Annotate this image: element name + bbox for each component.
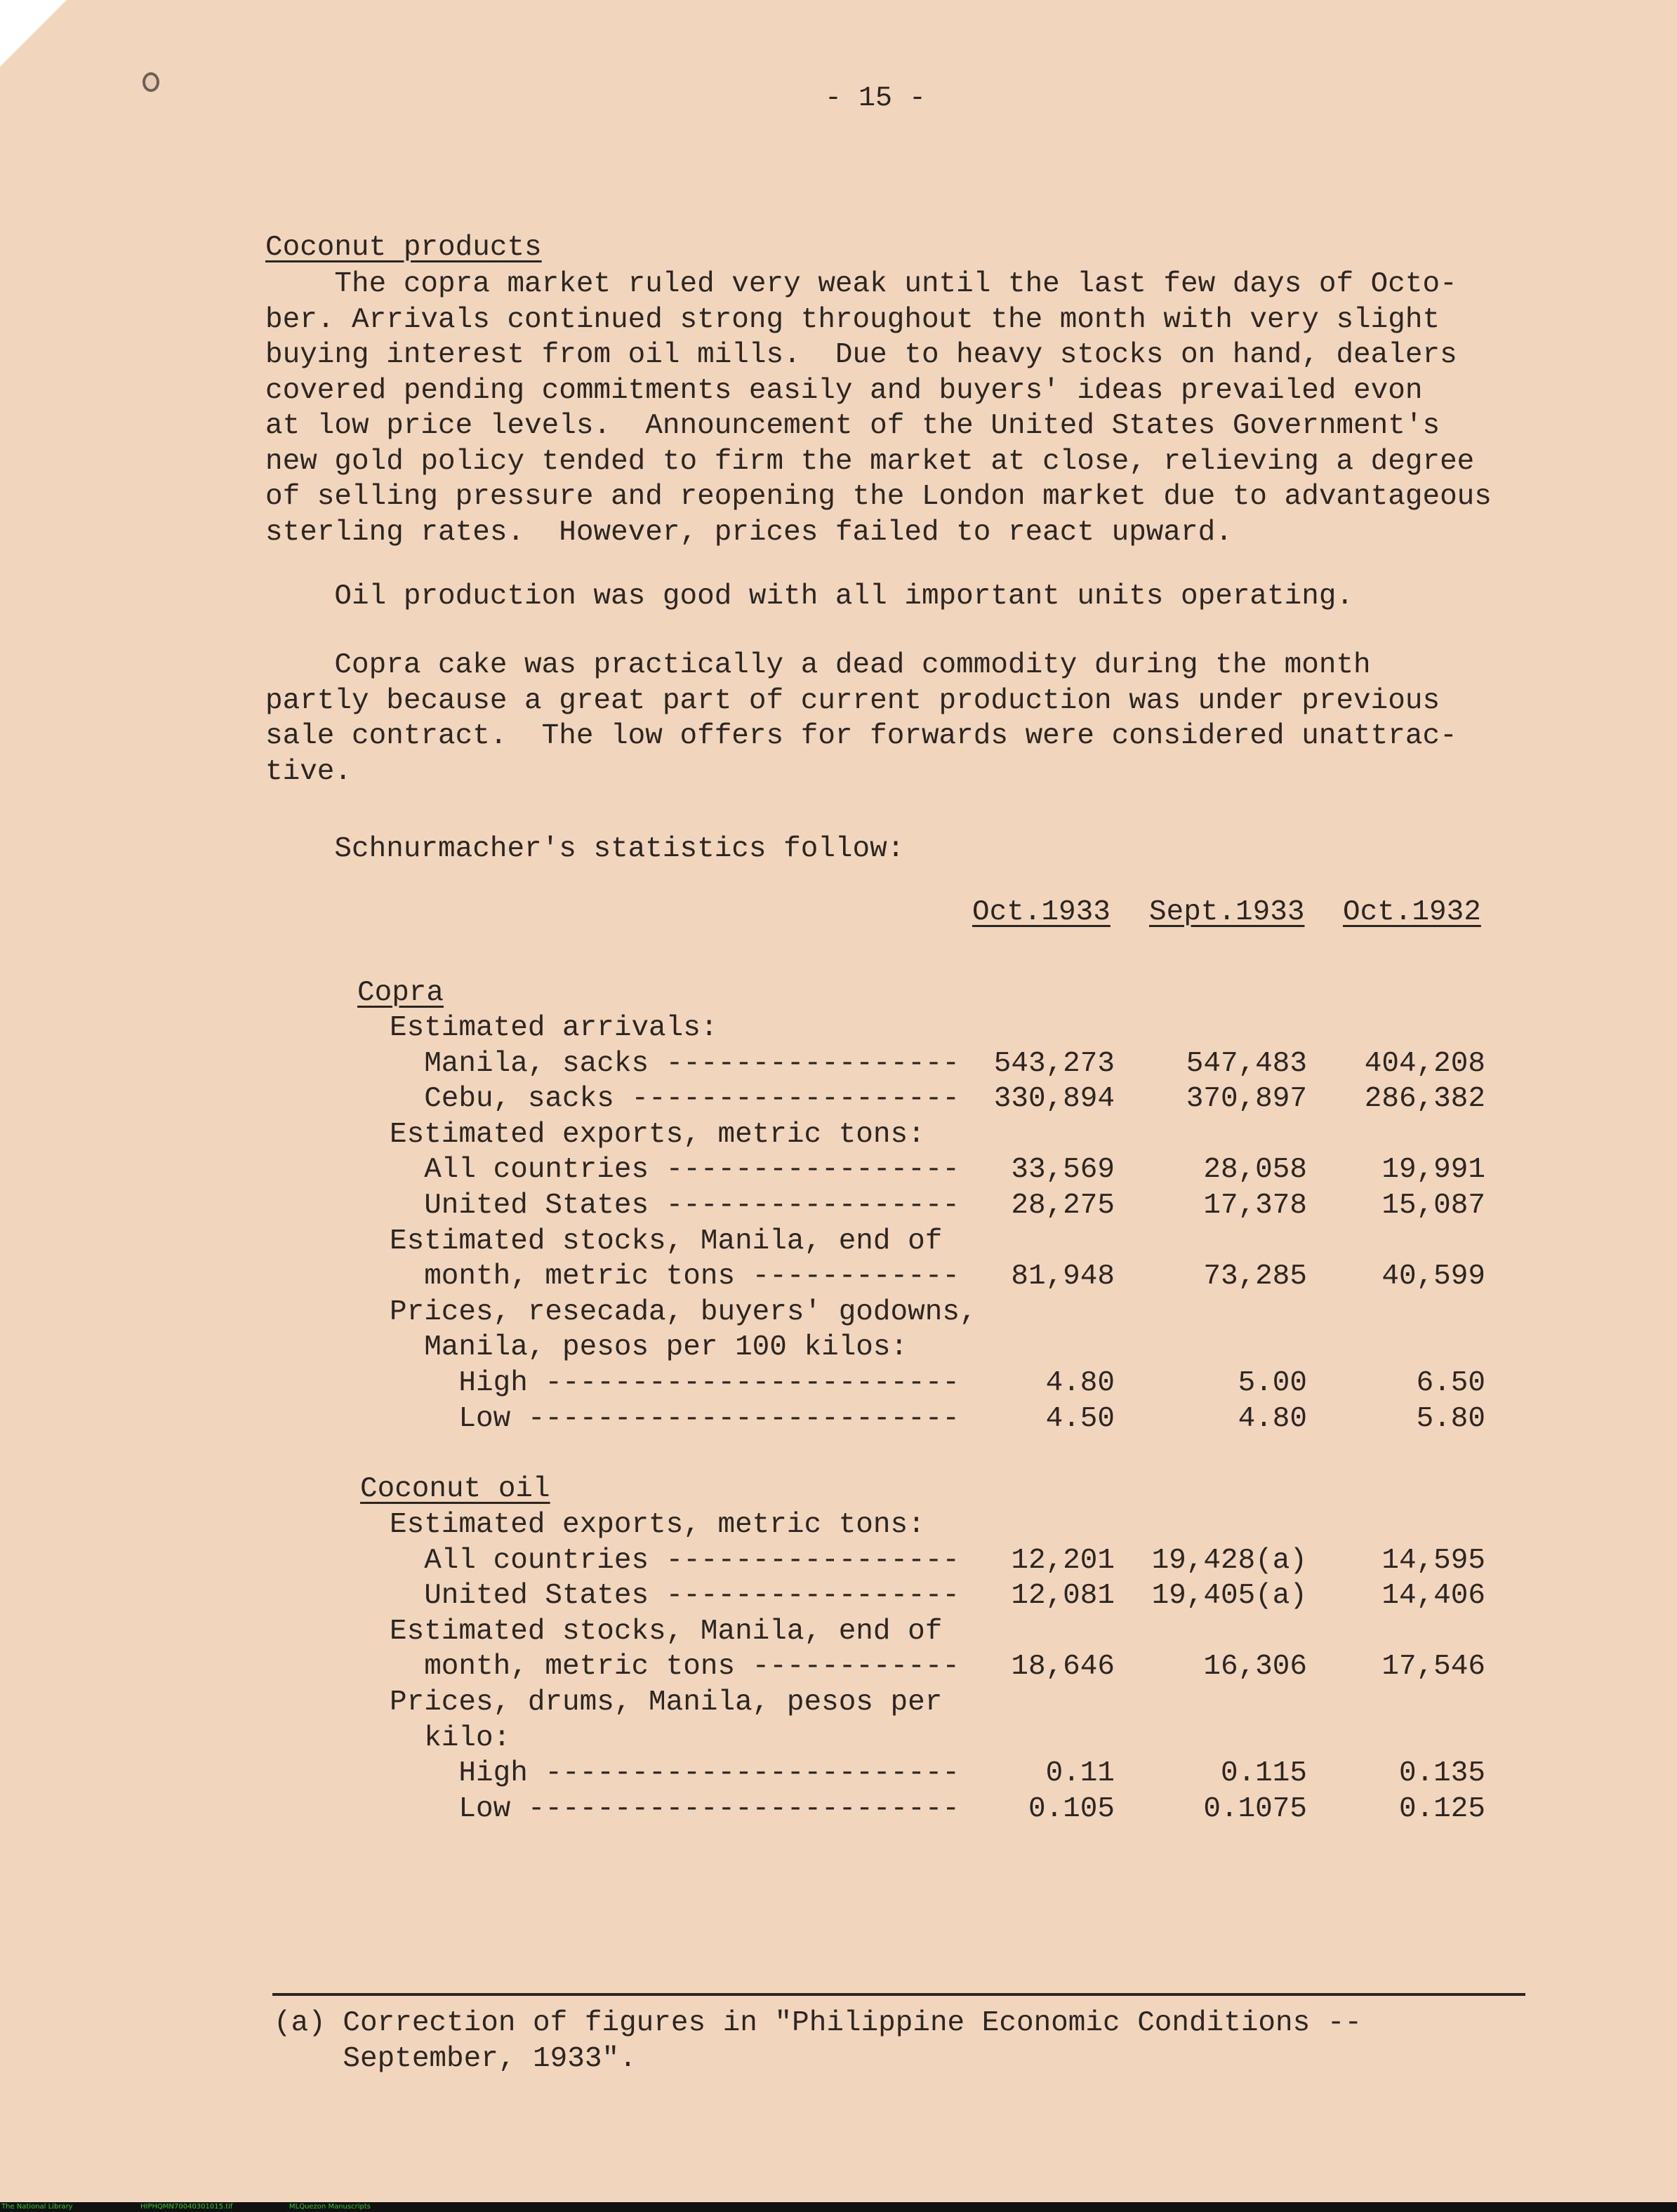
cell-value: 19,428(a) (1151, 1545, 1307, 1577)
scan-footer-collection: MLQuezon Manuscripts (289, 2203, 371, 2211)
paragraph-line: Copra cake was practically a dead commodity during the month (265, 649, 1371, 681)
paragraph-line: Schnurmacher's statistics follow: (265, 833, 905, 865)
scan-footer-bar (0, 2202, 1677, 2212)
section-title: Coconut products (265, 232, 542, 264)
row-label: High ------------------------ (390, 1757, 960, 1790)
scan-footer-library: The National Library (1, 2203, 73, 2211)
paragraph-line: Oil production was good with all important units operating. (265, 580, 1354, 613)
cell-value: 5.00 (1238, 1367, 1307, 1399)
paragraph-line: ber. Arrivals continued strong throughout the month with very slight (265, 304, 1440, 336)
page-number: - 15 - (825, 83, 927, 114)
cell-value: 17,378 (1203, 1190, 1307, 1222)
cell-value: 543,273 (993, 1048, 1115, 1080)
folded-corner (0, 0, 67, 67)
cell-value: 0.1075 (1203, 1793, 1307, 1825)
cell-value: 19,405(a) (1151, 1580, 1307, 1612)
cell-value: 73,285 (1203, 1260, 1307, 1293)
cell-value: 33,569 (1011, 1154, 1115, 1186)
paragraph-line: at low price levels. Announcement of the United States Government's (265, 410, 1440, 442)
copra-section-title: Copra (357, 977, 444, 1009)
paragraph-line: buying interest from oil mills. Due to heavy stocks on hand, dealers (265, 339, 1457, 371)
cell-value: 40,599 (1381, 1260, 1485, 1293)
cell-value: 0.135 (1398, 1757, 1485, 1790)
scan-footer-file: HIPHQMN70040301015.tif (140, 2203, 233, 2211)
cell-value: 14,406 (1381, 1580, 1485, 1612)
cell-value: 6.50 (1416, 1367, 1485, 1399)
footnote-divider (272, 1993, 1525, 1996)
row-label: Cebu, sacks ------------------- (390, 1083, 960, 1115)
paragraph-line: sale contract. The low offers for forwards were considered unattrac- (265, 720, 1457, 752)
row-label: Estimated exports, metric tons: (390, 1509, 925, 1541)
cell-value: 28,058 (1203, 1154, 1307, 1186)
column-header-sept-1933: Sept.1933 (1149, 896, 1305, 928)
cell-value: 12,201 (1011, 1545, 1115, 1577)
paragraph-line: of selling pressure and reopening the London market due to advantageous (265, 481, 1492, 513)
row-label: High ------------------------ (390, 1367, 960, 1399)
paragraph-line: The copra market ruled very weak until the last few days of Octo- (265, 268, 1457, 300)
paragraph-line: sterling rates. However, prices failed to react upward. (265, 517, 1233, 549)
row-label: United States ----------------- (390, 1580, 960, 1612)
cell-value: 81,948 (1011, 1260, 1115, 1293)
column-header-oct-1932: Oct.1932 (1343, 896, 1481, 928)
cell-value: 4.50 (1045, 1403, 1115, 1435)
row-label: Estimated arrivals: (390, 1012, 718, 1044)
row-label: Prices, drums, Manila, pesos per (390, 1686, 943, 1719)
row-label: Estimated stocks, Manila, end of (390, 1225, 943, 1258)
cell-value: 404,208 (1364, 1048, 1485, 1080)
row-label: Estimated exports, metric tons: (390, 1119, 925, 1151)
cell-value: 14,595 (1381, 1545, 1485, 1577)
row-label: All countries ----------------- (390, 1545, 960, 1577)
cell-value: 4.80 (1238, 1403, 1307, 1435)
cell-value: 4.80 (1045, 1367, 1115, 1399)
cell-value: 330,894 (993, 1083, 1115, 1115)
paragraph-line: new gold policy tended to firm the market at close, relieving a degree (265, 446, 1475, 478)
row-label: Low ------------------------- (390, 1793, 960, 1825)
paragraph-line: covered pending commitments easily and buyers' ideas prevailed evon (265, 375, 1423, 407)
cell-value: 286,382 (1364, 1083, 1485, 1115)
cell-value: 0.125 (1398, 1793, 1485, 1825)
footnote-line-1: (a) Correction of figures in "Philippine Economic Conditions -- (274, 2007, 1363, 2039)
punch-hole (142, 72, 159, 92)
column-header-oct-1933: Oct.1933 (972, 896, 1111, 928)
row-label: Prices, resecada, buyers' godowns, (390, 1296, 977, 1328)
row-label: month, metric tons ------------ (390, 1651, 960, 1683)
paragraph-line: tive. (265, 756, 352, 788)
row-label: United States ----------------- (390, 1190, 960, 1222)
row-label: Manila, pesos per 100 kilos: (390, 1331, 908, 1364)
row-label: kilo: (390, 1722, 511, 1754)
cell-value: 5.80 (1416, 1403, 1485, 1435)
cell-value: 12,081 (1011, 1580, 1115, 1612)
paragraph-line: partly because a great part of current production was under previous (265, 685, 1440, 717)
cell-value: 28,275 (1011, 1190, 1115, 1222)
row-label: Estimated stocks, Manila, end of (390, 1615, 943, 1648)
cell-value: 0.105 (1028, 1793, 1115, 1825)
cell-value: 18,646 (1011, 1651, 1115, 1683)
cell-value: 0.115 (1220, 1757, 1307, 1790)
row-label: All countries ----------------- (390, 1154, 960, 1186)
row-label: Manila, sacks ----------------- (390, 1048, 960, 1080)
row-label: month, metric tons ------------ (390, 1260, 960, 1293)
cell-value: 15,087 (1381, 1190, 1485, 1222)
footnote-line-2: September, 1933". (274, 2043, 637, 2075)
cell-value: 370,897 (1186, 1083, 1307, 1115)
coconut-oil-section-title: Coconut oil (360, 1473, 550, 1505)
cell-value: 0.11 (1045, 1757, 1115, 1790)
cell-value: 17,546 (1381, 1651, 1485, 1683)
cell-value: 19,991 (1381, 1154, 1485, 1186)
row-label: Low ------------------------- (390, 1403, 960, 1435)
cell-value: 547,483 (1186, 1048, 1307, 1080)
cell-value: 16,306 (1203, 1651, 1307, 1683)
